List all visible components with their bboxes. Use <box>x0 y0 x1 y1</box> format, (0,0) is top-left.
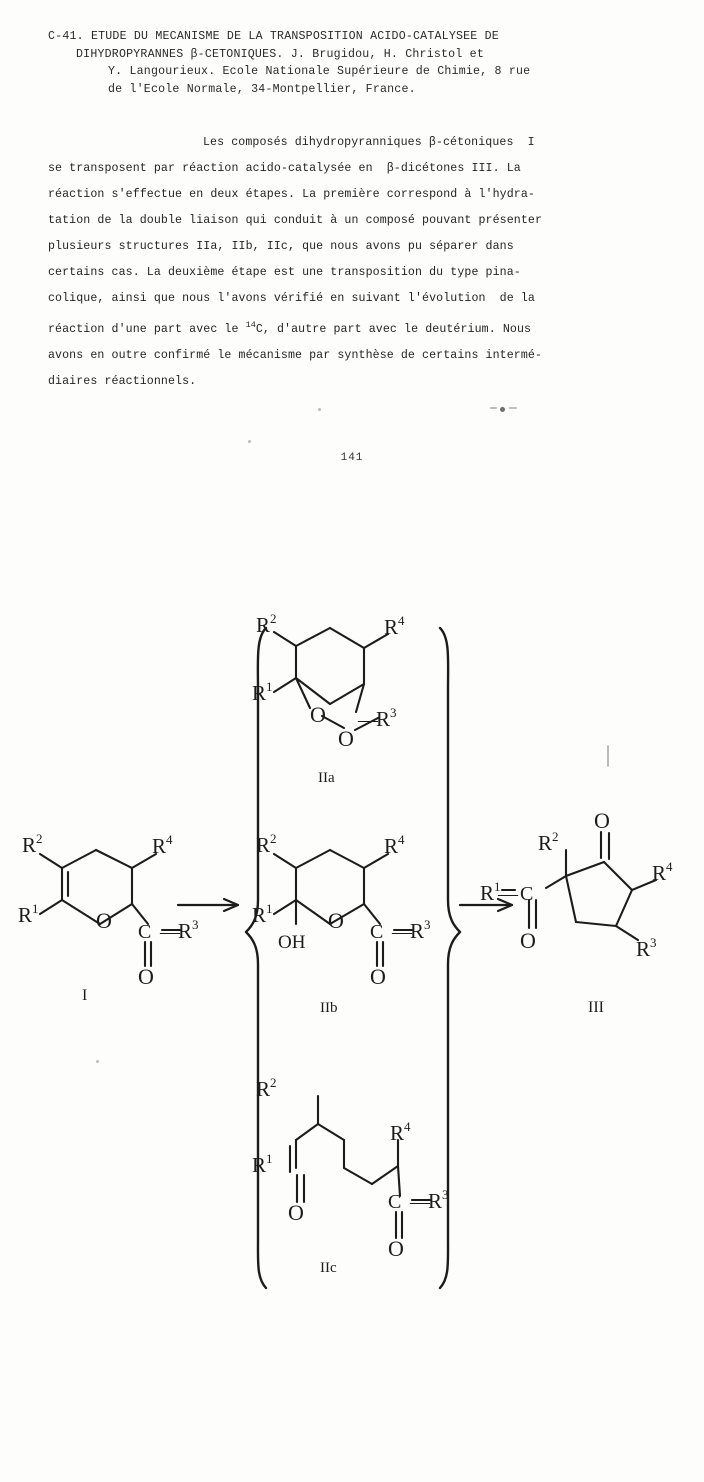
label-IIc-O-carbonyl: O <box>388 1236 404 1261</box>
label-IIc-dash: — <box>410 1191 430 1213</box>
abstract-line-3: réaction s'effectue en deux étapes. La première correspond à l'hydra- <box>48 188 535 201</box>
scan-speck <box>490 407 497 409</box>
label-IIc-R1-sup: 1 <box>266 1151 273 1166</box>
label-I-R1-sup: 1 <box>32 901 39 916</box>
IIa-bond-b <box>296 628 330 646</box>
IIb-bond-f <box>296 900 330 924</box>
IIb-bond-R2 <box>274 854 296 868</box>
title-line-4: de l'Ecole Normale, 34-Montpellier, France. <box>108 82 416 96</box>
abstract-line-11: diaires réactionnels. <box>48 374 197 388</box>
III-bond-e <box>566 876 576 922</box>
IIb-bond-c <box>330 850 364 868</box>
bracket-left <box>246 628 266 1288</box>
label-IIa-R1-sup: 1 <box>266 679 273 694</box>
abstract-line-8 <box>48 312 658 343</box>
reaction-scheme <box>0 600 704 1300</box>
label-III-R2-sup: 2 <box>552 829 559 844</box>
abstract-line-8-text: réaction d'une part avec le <box>48 322 239 336</box>
abstract-line-4: tation de la double liaison qui conduit à un composé pouvant présenter <box>48 214 543 227</box>
label-compound-IIa: IIa <box>318 770 335 786</box>
label-IIa-R4: R <box>384 615 399 639</box>
title-line-1: C-41. ETUDE DU MECANISME DE LA TRANSPOSITION ACIDO-CATALYSEE DE <box>48 30 499 43</box>
III-bond-a <box>566 862 604 876</box>
I-bond-b <box>62 850 96 868</box>
label-IIb-R3: R <box>410 919 425 943</box>
label-III-R4: R <box>652 861 667 885</box>
label-IIb-O-ring: O <box>328 908 344 933</box>
label-IIc-R3: R <box>428 1189 443 1213</box>
label-IIc-R1: R <box>252 1153 267 1177</box>
title-line-3: Y. Langourieux. Ecole Nationale Supérieure de Chimie, 8 rue <box>108 65 531 78</box>
IIc-bond-b <box>318 1124 344 1140</box>
label-IIc-R2-sup: 2 <box>270 1075 277 1090</box>
III-bond-c <box>616 890 632 926</box>
label-I-R1: R <box>18 903 33 927</box>
IIb-bond-R1 <box>274 900 296 914</box>
III-bond-to-C <box>546 876 566 888</box>
label-I-R3-sup: 3 <box>192 917 199 932</box>
label-IIa-O-1: O <box>310 702 326 727</box>
reaction-scheme-svg <box>0 600 704 1300</box>
label-IIa-R3: R <box>376 707 391 731</box>
label-IIa-dash: — <box>358 709 378 731</box>
label-IIa-R2: R <box>256 613 271 637</box>
abstract-line-7: colique, ainsi que nous l'avons vérifié en suivant l'évolution de la <box>48 292 535 305</box>
label-IIb-R2-sup: 2 <box>270 831 277 846</box>
I-bond-f <box>62 900 100 924</box>
label-III-R1-sup: 1 <box>494 879 501 894</box>
label-IIb-R2: R <box>256 833 271 857</box>
page-number: 141 <box>340 452 364 464</box>
label-III-R3: R <box>636 937 651 961</box>
label-I-R2-sup: 2 <box>36 831 43 846</box>
label-I-C: C <box>138 921 152 943</box>
label-IIb-R4-sup: 4 <box>398 832 405 847</box>
III-bond-b <box>604 862 632 890</box>
scan-speck <box>500 407 505 412</box>
title-line-2: DIHYDROPYRANNES β-CETONIQUES. J. Brugidou, H. Christol et <box>76 47 484 61</box>
label-IIb-R3-sup: 3 <box>424 917 431 932</box>
IIa-bond-c <box>330 628 364 648</box>
I-bond-R1 <box>40 900 62 914</box>
I-bond-R2 <box>40 854 62 868</box>
isotope-superscript: 14 <box>245 320 256 330</box>
label-I-R2: R <box>22 833 37 857</box>
label-IIc-C: C <box>388 1191 402 1213</box>
label-I-R4-sup: 4 <box>166 832 173 847</box>
label-I-O-carbonyl: O <box>138 964 154 989</box>
label-IIc-R3-sup: 3 <box>442 1187 449 1202</box>
label-IIa-R1: R <box>252 681 267 705</box>
label-IIc-R4-sup: 4 <box>404 1119 411 1134</box>
label-IIc-O-ketone: O <box>288 1200 304 1225</box>
scan-speck <box>509 407 517 409</box>
label-IIa-R2-sup: 2 <box>270 611 277 626</box>
IIc-bond-e <box>372 1166 398 1184</box>
abstract-line-6: certains cas. La deuxième étape est une transposition du type pina- <box>48 266 521 279</box>
IIa-bond-R2 <box>274 632 296 646</box>
label-III-R2: R <box>538 831 553 855</box>
label-IIb-R1: R <box>252 903 267 927</box>
abstract-line-1: Les composés dihydropyranniques β-cétoniques I <box>203 136 535 149</box>
label-compound-IIb: IIb <box>320 1000 338 1016</box>
IIb-bond-b <box>296 850 330 868</box>
label-III-R4-sup: 4 <box>666 859 673 874</box>
label-IIb-R1-sup: 1 <box>266 901 273 916</box>
IIc-bond-d <box>344 1168 372 1184</box>
I-bond-c <box>96 850 132 868</box>
abstract-title <box>48 28 648 98</box>
label-III-C: C <box>520 883 534 905</box>
scan-speck <box>318 408 321 411</box>
abstract-line-2: se transposent par réaction acido-catalysée en β-dicétones III. La <box>48 162 521 175</box>
label-III-R1: R <box>480 881 495 905</box>
label-IIb-dash: — <box>392 921 412 943</box>
IIc-bond-a <box>296 1124 318 1140</box>
label-IIa-R3-sup: 3 <box>390 705 397 720</box>
label-III-O-ketone: O <box>594 808 610 833</box>
label-I-dash: — <box>160 921 180 943</box>
abstract-line-10: avons en outre confirmé le mécanisme par synthèse de certains intermé- <box>48 348 543 362</box>
label-IIb-O-carbonyl: O <box>370 964 386 989</box>
label-I-O-ring: O <box>96 908 112 933</box>
label-compound-I: I <box>82 987 88 1004</box>
abstract-body <box>48 130 658 395</box>
label-III-dash: — <box>498 883 518 905</box>
abstract-line-9-text: C, d'autre part avec le deutérium. Nous <box>255 322 532 336</box>
label-IIa-R4-sup: 4 <box>398 613 405 628</box>
abstract-line-5: plusieurs structures IIa, IIb, IIc, que nous avons pu séparer dans <box>48 240 514 253</box>
label-I-R3: R <box>178 919 193 943</box>
label-IIb-C: C <box>370 921 384 943</box>
scan-speck <box>248 440 251 443</box>
III-bond-R3 <box>616 926 638 940</box>
label-compound-III: III <box>588 999 604 1016</box>
label-III-R3-sup: 3 <box>650 935 657 950</box>
label-IIb-R4: R <box>384 834 399 858</box>
label-compound-IIc: IIc <box>320 1260 337 1276</box>
label-IIc-R4: R <box>390 1121 405 1145</box>
label-IIb-OH: OH <box>278 932 306 953</box>
label-III-O-carbonyl: O <box>520 928 536 953</box>
IIa-bond-R1 <box>274 678 296 692</box>
label-I-R4: R <box>152 834 167 858</box>
III-bond-d <box>576 922 616 926</box>
label-IIa-O-2: O <box>338 726 354 751</box>
label-IIc-R2: R <box>256 1077 271 1101</box>
